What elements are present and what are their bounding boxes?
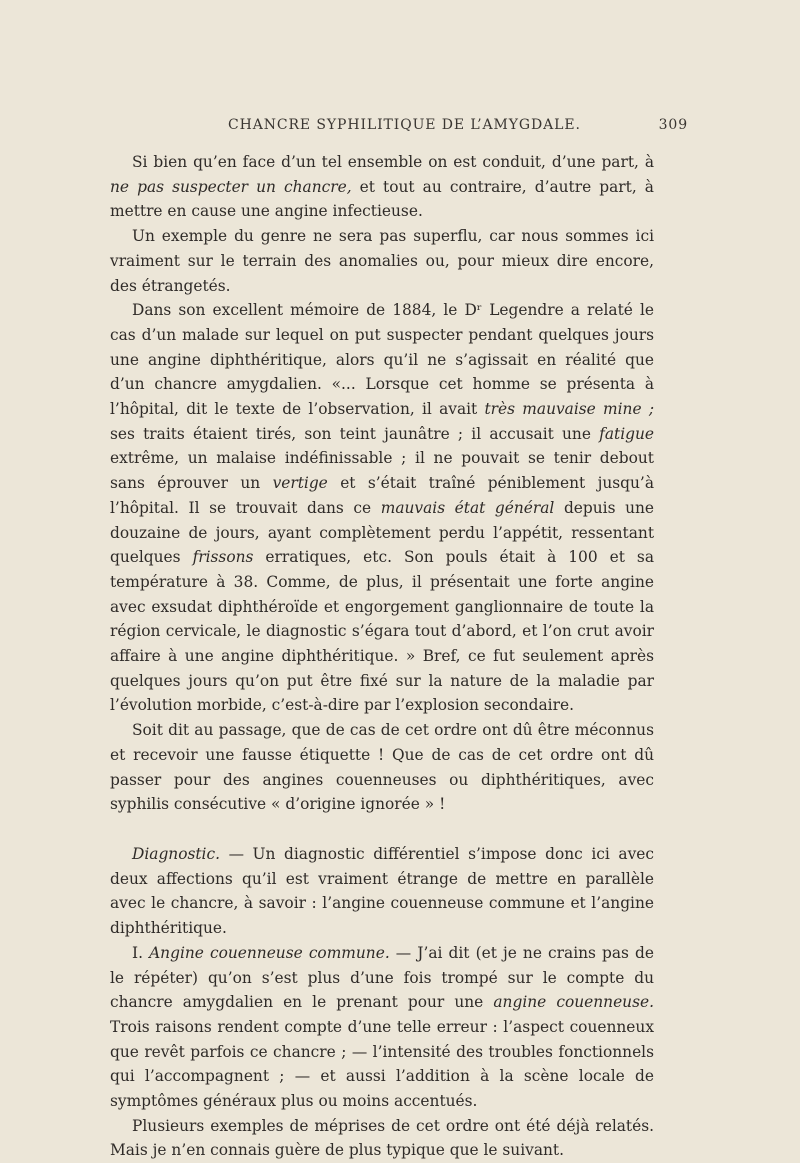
text-run: Dans son excellent mémoire de 1884, le Dʳ Legendre a relaté le cas d’un malade sur lequel on put suspecter pendant quelques jours une angine diphthéritique, alors qu’il ne s’agissait en réalité que d’un chancre amygdalien. «... Lorsque cet homme se présenta à l’hôpital, dit le texte de l’observation, il avait [110, 301, 654, 419]
paragraph [110, 842, 654, 941]
text-run: depuis une douzaine de jours, ayant complètement perdu l’appétit, ressentant quelques [110, 498, 655, 567]
italic-text: angine couenneuse. [493, 993, 654, 1012]
paragraph [110, 224, 654, 298]
running-title: CHANCRE SYPHILITIQUE DE L’AMYGDALE. [228, 117, 581, 133]
text-run: ses traits étaient tirés, son teint jaunâtre ; il accusait une [110, 424, 600, 443]
paragraph [110, 941, 654, 1114]
italic-text: Diagnostic. [132, 844, 220, 863]
running-head [110, 117, 688, 137]
italic-text: Angine couenneuse commune. [149, 943, 390, 962]
paragraph [110, 718, 654, 817]
text-run: et tout au contraire, d’autre part, à mettre en cause une angine infectieuse. [110, 177, 654, 221]
paragraph [110, 150, 654, 224]
text-run: Plusieurs exemples de méprises de cet ordre ont été déjà relatés. Mais je n’en connais guère de plus typique que le suivant. [110, 1116, 654, 1160]
paragraph [110, 298, 654, 718]
italic-text: fatigue [599, 424, 654, 443]
italic-text: très mauvaise mine ; [484, 400, 654, 419]
text-run: et s’était traîné péniblement jusqu’à l’hôpital. Il se trouvait dans ce [110, 474, 654, 517]
text-run: Un exemple du genre ne sera pas superflu, car nous sommes ici vraiment sur le terrain des anomalies ou, pour mieux dire encore, des étrangetés. [110, 227, 654, 295]
text-run: Soit dit au passage, que de cas de cet ordre ont dû être méconnus et recevoir une fausse étiquette ! Que de cas de cet ordre ont dû passer pour des angines couenneuses ou diphthéritiques, avec syphilis consécutive « d’origine ignorée » ! [110, 721, 654, 814]
text-run: — J’ai dit (et je ne crains pas de le répéter) qu’on s’est plus d’une fois trompé sur le compte du chancre amygdalien en le prenant pour une [110, 943, 654, 1012]
text-run: I. [132, 943, 150, 962]
italic-text: ne pas suspecter un chancre, [110, 177, 352, 196]
text-run: extrême, un malaise indéfinissable ; il ne pouvait se tenir debout sans éprouver un [110, 449, 654, 493]
paragraph [110, 1114, 654, 1163]
page-number: 309 [658, 117, 688, 133]
text-run: Si bien qu’en face d’un tel ensemble on est conduit, d’une part, à [132, 153, 654, 171]
text-run: — Un diagnostic différentiel s’impose donc ici avec deux affections qu’il est vraiment étrange de mettre en parallèle avec le chancre, à savoir : l’angine couenneuse commune et l’angine diphthéritique. [110, 844, 654, 938]
text-run: erratiques, etc. Son pouls était à 100 et sa température à 38. Comme, de plus, il présentait une forte angine avec exsudat diphthéroïde et engorgement ganglionnaire de toute la région cervicale, le diagnostic s’égara tout d’abord, et l’on crut avoir affaire à une angine diphthéritique. » Bref, ce fut seulement après quelques jours qu’on put être fixé sur la nature de la maladie par l’évolution morbide, c’est-à-dire par l’explosion secondaire. [110, 548, 654, 715]
text-run: Trois raisons rendent compte d’une telle erreur : l’aspect couenneux que revêt parfois ce chancre ; — l’intensité des troubles fonctionnels qui l’accompagnent ; — et aussi l’addition à la scène locale de symptômes généraux plus ou moins accentués. [110, 1017, 654, 1111]
italic-text: vertige [272, 474, 328, 493]
italic-text: mauvais état général [380, 498, 555, 517]
body-text [110, 150, 654, 1163]
italic-text: frissons [192, 548, 254, 567]
